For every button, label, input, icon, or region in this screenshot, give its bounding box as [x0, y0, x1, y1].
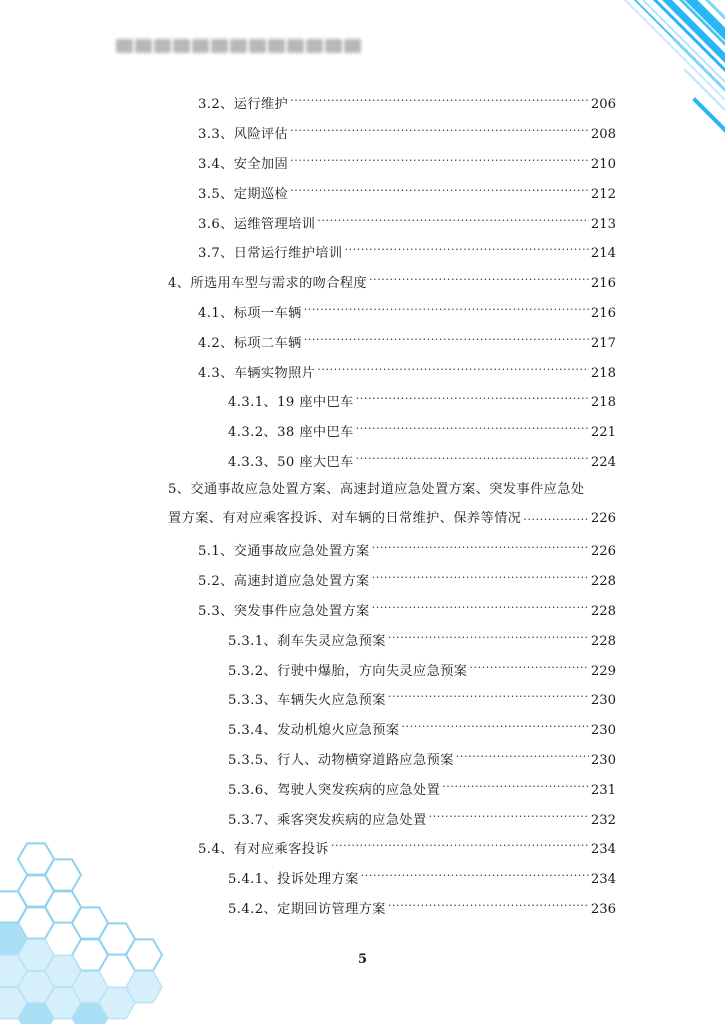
toc-page-number: 214 [590, 246, 616, 262]
dot-leader [523, 511, 589, 527]
toc-entry[interactable] [0, 267, 725, 297]
toc-entry[interactable] [0, 624, 725, 654]
toc-entry-title: 5.4.1、投诉处理方案 [228, 872, 359, 888]
dot-leader [290, 182, 589, 198]
toc-page-number: 216 [590, 276, 616, 292]
dot-leader [388, 897, 589, 913]
toc-entry-title: 4.3.2、38 座中巴车 [228, 425, 354, 441]
toc-entry-title: 3.7、日常运行维护培训 [198, 246, 343, 262]
dot-leader [361, 867, 589, 883]
toc-page-number: 217 [590, 335, 616, 351]
toc-page-number: 228 [590, 633, 616, 649]
dot-leader [344, 241, 588, 257]
toc-page-number: 218 [590, 365, 616, 381]
toc-page-number: 224 [590, 454, 616, 470]
dot-leader [317, 212, 589, 228]
toc-entry[interactable] [0, 356, 725, 386]
dot-leader [317, 361, 589, 377]
toc-page-number: 234 [590, 872, 616, 888]
dot-leader [469, 659, 588, 675]
dot-leader [304, 301, 589, 317]
toc-entry-title: 4.3、车辆实物照片 [198, 365, 316, 381]
toc-page-number: 230 [590, 693, 616, 709]
toc-entry-title: 5.3.7、乘客突发疾病的应急处置 [228, 812, 427, 828]
toc-page-number: 230 [590, 752, 616, 768]
toc-entry-title: 3.4、安全加固 [198, 156, 289, 172]
toc-page-number: 210 [590, 156, 616, 172]
dot-leader [356, 420, 589, 436]
toc-page-number: 228 [590, 603, 616, 619]
toc-entry-title: 3.6、运维管理培训 [198, 216, 316, 232]
toc-entry[interactable] [0, 714, 725, 744]
toc-entry[interactable] [0, 475, 725, 535]
toc-entry-title: 4、所选用车型与需求的吻合程度 [168, 276, 368, 292]
dot-leader [304, 331, 589, 347]
toc-page-number: 230 [590, 723, 616, 739]
toc-entry[interactable] [0, 177, 725, 207]
toc-entry-title: 3.5、定期巡检 [198, 186, 289, 202]
toc-page-number: 232 [590, 812, 616, 828]
toc-entry-title: 4.3.3、50 座大巴车 [228, 454, 354, 470]
toc-page-number: 206 [590, 97, 616, 113]
toc-entry-title: 4.1、标项一车辆 [198, 305, 302, 321]
toc-page-number: 236 [590, 901, 616, 917]
toc-page-number: 218 [590, 395, 616, 411]
blurred-company-logo [116, 36, 370, 56]
dot-leader [372, 569, 589, 585]
toc-entry[interactable] [0, 744, 725, 774]
toc-entry-title: 5.3.4、发动机熄火应急预案 [228, 723, 400, 739]
dot-leader [372, 539, 589, 555]
toc-page-number: 208 [590, 127, 616, 143]
toc-entry-title-continued: 置方案、有对应乘客投诉、对车辆的日常维护、保养等情况 [168, 511, 522, 527]
toc-entry[interactable] [0, 118, 725, 148]
toc-entry[interactable] [0, 386, 725, 416]
dot-leader [290, 152, 589, 168]
toc-page-number: 212 [590, 186, 616, 202]
toc-entry[interactable] [0, 803, 725, 833]
toc-entry-title: 5.4.2、定期回访管理方案 [228, 901, 386, 917]
toc-entry-title: 5.3.3、车辆失火应急预案 [228, 693, 386, 709]
dot-leader [372, 599, 589, 615]
dot-leader [290, 122, 589, 138]
toc-entry[interactable] [0, 565, 725, 595]
toc-entry-title: 5、交通事故应急处置方案、高速封道应急处置方案、突发事件应急处 [168, 482, 585, 498]
toc-entry-title: 5.3.2、行驶中爆胎，方向失灵应急预案 [228, 663, 468, 679]
dot-leader [388, 688, 589, 704]
toc-entry[interactable] [0, 684, 725, 714]
dot-leader [290, 92, 589, 108]
dot-leader [429, 808, 589, 824]
toc-entry[interactable] [0, 148, 725, 178]
toc-entry[interactable] [0, 446, 725, 476]
dot-leader [356, 450, 589, 466]
toc-entry-title: 5.3.1、刹车失灵应急预案 [228, 633, 386, 649]
toc-entry-title: 5.3.5、行人、动物横穿道路应急预案 [228, 752, 454, 768]
toc-entry[interactable] [0, 326, 725, 356]
toc-page-number: 216 [590, 305, 616, 321]
toc-entry-title: 5.3、突发事件应急处置方案 [198, 603, 370, 619]
toc-page-number: 226 [590, 511, 616, 527]
toc-entry[interactable] [0, 893, 725, 923]
toc-entry-title: 5.3.6、驾驶人突发疾病的应急处置 [228, 782, 441, 798]
toc-page-number: 213 [590, 216, 616, 232]
toc-page-number: 234 [590, 842, 616, 858]
toc-page-number: 221 [590, 425, 616, 441]
toc-entry-title: 3.2、运行维护 [198, 97, 289, 113]
toc-entry-title: 5.4、有对应乘客投诉 [198, 842, 329, 858]
toc-entry[interactable] [0, 654, 725, 684]
toc-entry-title: 3.3、风险评估 [198, 127, 289, 143]
toc-entry[interactable] [0, 88, 725, 118]
toc-page-number: 228 [590, 574, 616, 590]
toc-page-number: 229 [590, 663, 616, 679]
toc-page-number: 226 [590, 544, 616, 560]
dot-leader [401, 718, 588, 734]
toc-entry-title: 5.2、高速封道应急处置方案 [198, 574, 370, 590]
toc-entry[interactable] [0, 773, 725, 803]
toc-entry-title: 4.2、标项二车辆 [198, 335, 302, 351]
dot-leader [442, 778, 589, 794]
toc-entry[interactable] [0, 297, 725, 327]
dot-leader [388, 629, 589, 645]
toc-entry[interactable] [0, 535, 725, 565]
toc-entry[interactable] [0, 833, 725, 863]
toc-entry[interactable] [0, 416, 725, 446]
dot-leader [331, 837, 589, 853]
table-of-contents [0, 88, 725, 922]
dot-leader [356, 390, 589, 406]
toc-entry[interactable] [0, 237, 725, 267]
dot-leader [369, 271, 589, 287]
page-number: 5 [357, 952, 368, 967]
toc-entry-title: 4.3.1、19 座中巴车 [228, 395, 354, 411]
dot-leader [456, 748, 589, 764]
toc-entry-title: 5.1、交通事故应急处置方案 [198, 544, 370, 560]
toc-page-number: 231 [590, 782, 616, 798]
toc-entry[interactable] [0, 595, 725, 625]
toc-entry[interactable] [0, 207, 725, 237]
toc-entry[interactable] [0, 863, 725, 893]
